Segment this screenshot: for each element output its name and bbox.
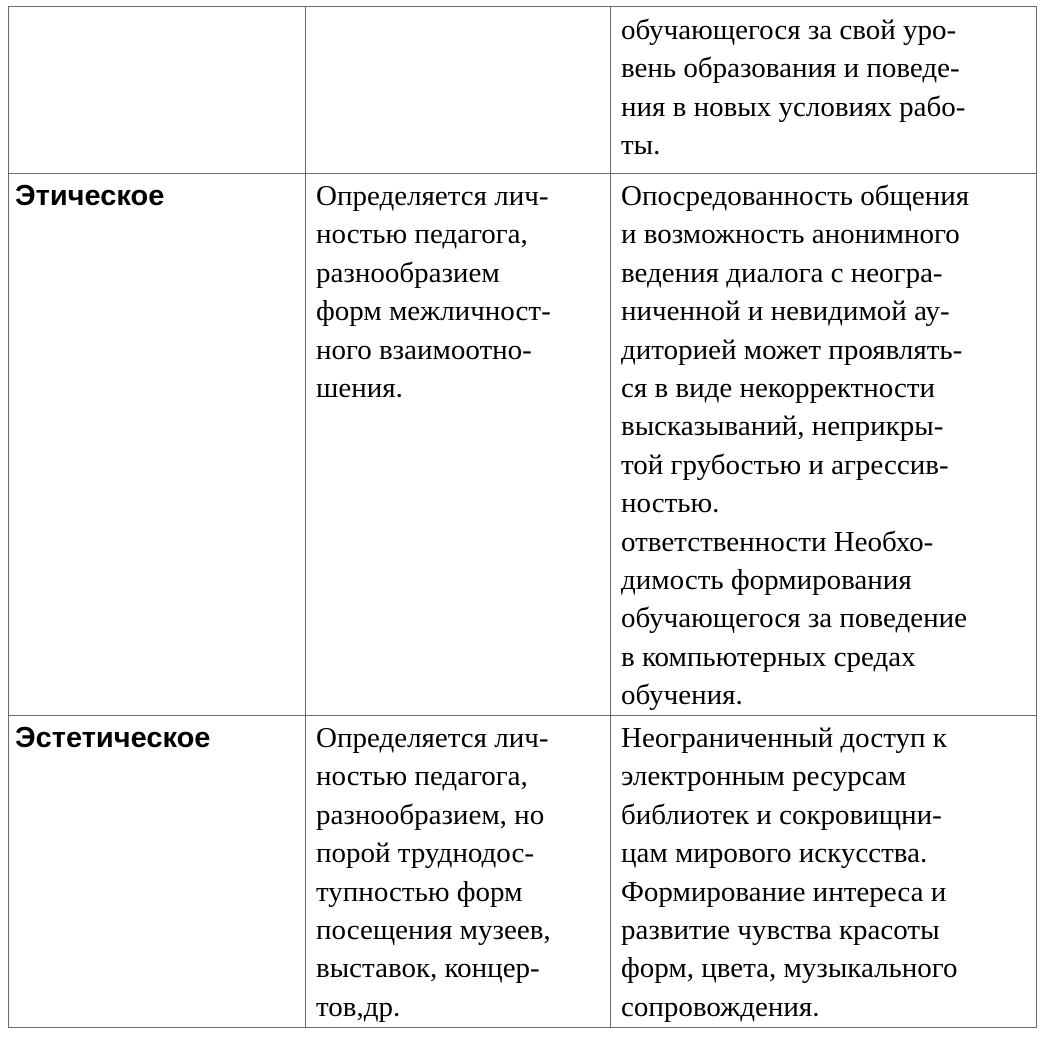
- text-line: Неограниченный доступ к: [621, 722, 947, 754]
- text-line: ного взаимоотно-: [316, 333, 532, 366]
- text-line: ностью педагога,: [316, 218, 528, 251]
- text-line: библиотек и сокровищни-: [621, 798, 942, 831]
- features-cell: [611, 174, 1037, 716]
- row-label: Эстетическое: [15, 722, 211, 754]
- row-label-cell: [9, 174, 306, 716]
- text-line: электронным ресурсам: [621, 760, 907, 793]
- text-line: разнообразием: [316, 256, 500, 289]
- description-cell: [306, 7, 611, 174]
- description-cell: [306, 716, 611, 1028]
- document-table: [8, 6, 1037, 1028]
- text-line: цам мирового искусства.: [621, 837, 928, 870]
- text-line: выставок, концер-: [316, 952, 540, 985]
- text-line: той грубостью и агрессив-: [621, 448, 949, 481]
- text-line: диторией может проявлять-: [621, 333, 963, 366]
- row-label-cell: [9, 7, 306, 174]
- text-line: развитие чувства красоты: [621, 914, 940, 947]
- text-line: ведения диалога с неогра-: [621, 256, 943, 289]
- row-label: Этическое: [15, 180, 165, 212]
- text-line: ты.: [621, 129, 661, 162]
- text-line: шения.: [316, 372, 403, 405]
- text-line: порой труднодос-: [316, 837, 535, 870]
- description-cell: [306, 174, 611, 716]
- text-line: ниченной и невидимой ау-: [621, 295, 950, 328]
- text-line: разнообразием, но: [316, 798, 545, 831]
- text-line: посещения музеев,: [316, 914, 551, 947]
- text-line: форм, цвета, музыкального: [621, 952, 958, 985]
- text-line: тупностью форм: [316, 875, 523, 908]
- text-line: ния в новых условиях рабо-: [621, 90, 966, 123]
- text-line: в компьютерных средах: [621, 640, 916, 673]
- row-label-cell: [9, 716, 306, 1028]
- text-line: обучения.: [621, 679, 743, 712]
- text-line: Определяется лич-: [316, 180, 549, 212]
- text-line: вень образования и поведе-: [621, 52, 960, 85]
- text-line: димость формирования: [621, 564, 912, 597]
- text-line: ся в виде некорректности: [621, 372, 936, 405]
- features-cell: [611, 716, 1037, 1028]
- text-line: Опосредованность общения: [621, 180, 970, 212]
- text-line: Формирование интереса и: [621, 875, 947, 908]
- text-line: Определяется лич-: [316, 722, 549, 754]
- text-line: обучающегося за свой уро-: [621, 14, 957, 46]
- text-line: высказываний, неприкры-: [621, 410, 944, 443]
- text-line: тов,др.: [316, 990, 401, 1023]
- text-line: и возможность анонимного: [621, 218, 960, 251]
- table-row-ethical: [9, 174, 1037, 716]
- text-line: форм межличност-: [316, 295, 551, 328]
- table-row-continuation: [9, 7, 1037, 174]
- text-line: ответственности Необхо-: [621, 525, 934, 558]
- text-line: ностью.: [621, 487, 720, 520]
- text-line: ностью педагога,: [316, 760, 528, 793]
- table-row-aesthetic: [9, 716, 1037, 1028]
- features-cell: [611, 7, 1037, 174]
- text-line: сопровождения.: [621, 990, 820, 1023]
- text-line: обучающегося за поведение: [621, 602, 967, 635]
